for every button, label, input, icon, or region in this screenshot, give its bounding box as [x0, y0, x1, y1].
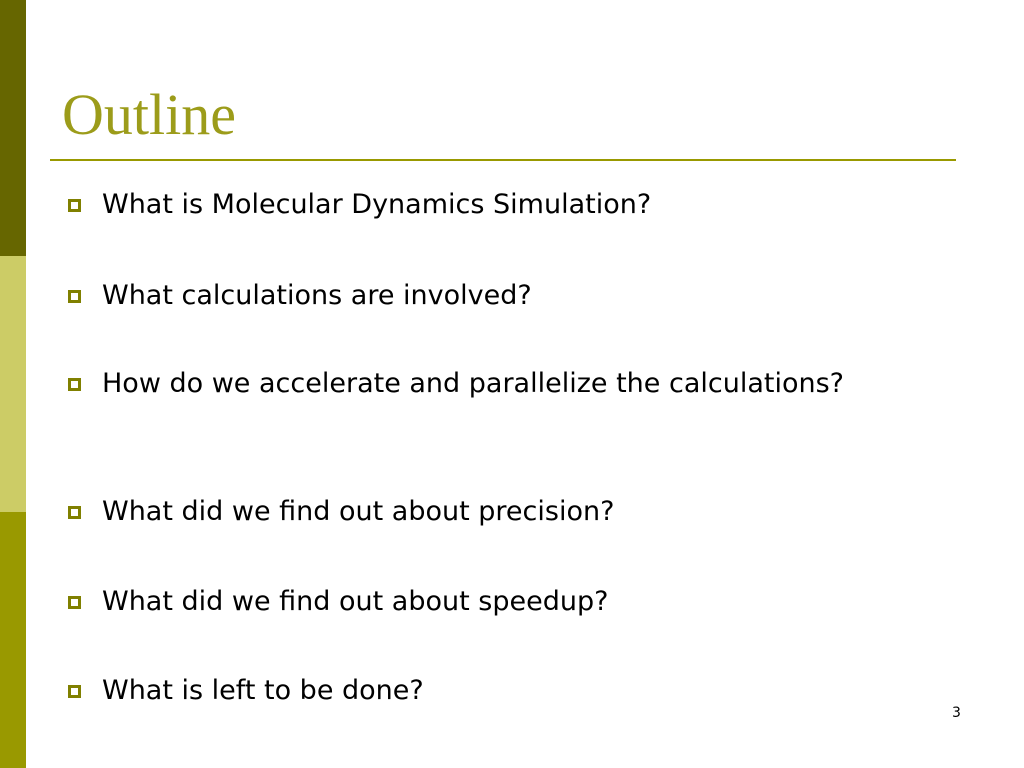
bullet-text: How do we accelerate and parallelize the calculations? — [102, 368, 844, 399]
side-accent-bar — [0, 0, 26, 768]
page-number: 3 — [952, 705, 961, 721]
bullet-text: What calculations are involved? — [102, 280, 532, 311]
slide-title: Outline — [62, 82, 236, 147]
bullet-text: What did we find out about speedup? — [102, 586, 609, 617]
bullet-text: What is Molecular Dynamics Simulation? — [102, 189, 652, 220]
hollow-square-bullet-icon — [68, 596, 81, 609]
hollow-square-bullet-icon — [68, 290, 81, 303]
side-bar-bottom-segment — [0, 512, 26, 768]
hollow-square-bullet-icon — [68, 685, 81, 698]
bullet-text: What did we find out about precision? — [102, 496, 615, 527]
hollow-square-bullet-icon — [68, 199, 81, 212]
bullet-text: What is left to be done? — [102, 675, 424, 706]
hollow-square-bullet-icon — [68, 378, 81, 391]
side-bar-top-segment — [0, 0, 26, 256]
hollow-square-bullet-icon — [68, 506, 81, 519]
side-bar-middle-segment — [0, 256, 26, 512]
title-divider — [50, 159, 956, 161]
